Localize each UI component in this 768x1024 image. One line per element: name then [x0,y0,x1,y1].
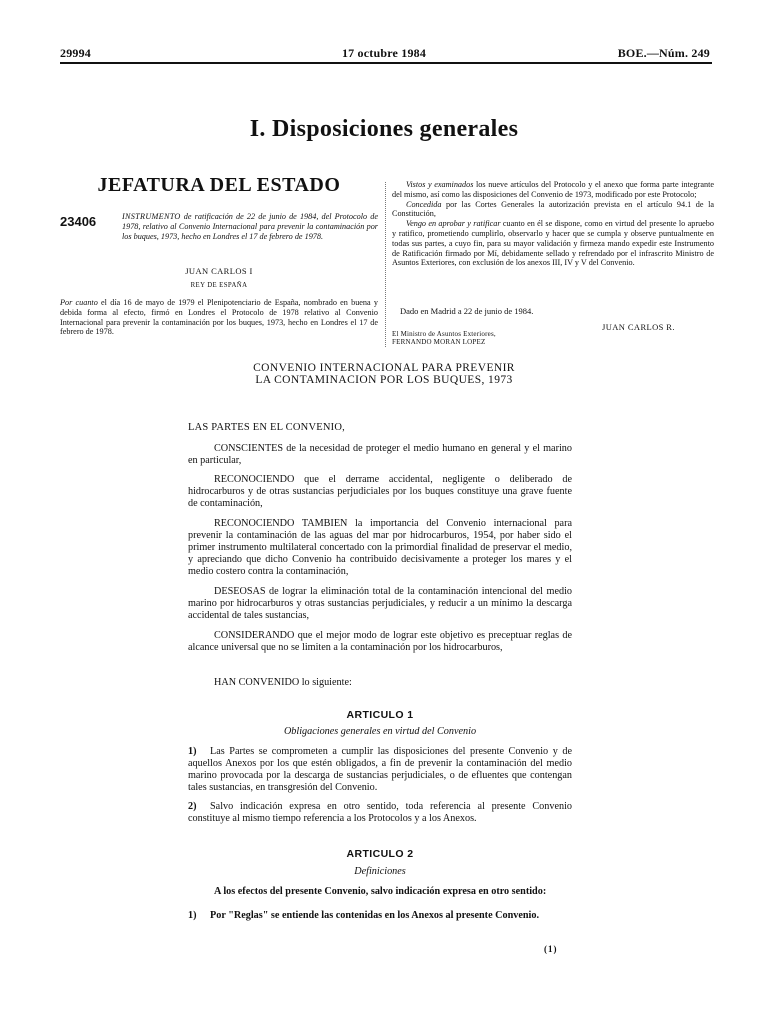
instrument-text: de ratificación de 22 de junio de 1984, del Protocolo de 1978, relativo al Convenio Internacional para prevenir la contaminación por los buques, 1973, hecho en Londres el 17 de febrero de 1978. [122,212,378,241]
vistos-text: los nueve artículos del Protocolo y el anexo que forma parte integrante del mismo, así como las disposiciones del Convenio de 1973, modificado por este Protocolo; [392,180,714,199]
vistos-paragraph [392,180,714,200]
preamble-paragraph-1 [188,443,572,467]
header-rule [60,62,712,64]
preamble-paragraph-6 [188,677,572,689]
issue-date: 17 octubre 1984 [341,46,427,60]
vistos-lead: Vistos y examinados [406,180,474,189]
preamble-text-3: RECONOCIENDO TAMBIEN la importancia del Convenio internacional para prevenir la contaminación de las aguas del mar por hidrocarburos, 1954, por haber sido el primer instrumento multilateral concertado con la primordial finalidad de preservar el medio, y apreciando que dicho Convenio ha contribuido decisivamente a proteger los mares y el medio costero contra la contaminación, [188,518,572,577]
article-2-p1-number: 1) [188,910,197,921]
preamble-text-4: DESEOSAS de lograr la eliminación total de la contaminación intencional del medio marino por hidrocarburos y otras sustancias perjudiciales, y reducir a un mínimo la descarga accidental de tales sustancias, [188,586,572,621]
minister-role: El Ministro de Asuntos Exteriores, [392,330,496,338]
article-1-p2-number: 2) [188,801,197,812]
por-cuanto-paragraph [60,298,378,337]
preamble-text-1: CONSCIENTES de la necesidad de proteger el medio humano en general y el marino en particular, [188,443,572,466]
document-number: 23406 [60,214,97,229]
vengo-text: cuanto en él se dispone, como en virtud del presente lo apruebo y ratifico, prometiendo cumplirlo, observarlo y hacer que se cumpla y observe puntualmente en todas sus partes, a cuyo fin, para su mayor validación y firmeza mando expedir este Instrumento de Ratificación firmado por Mí, debidamente sellado y refrendado por el infrascrito Ministro de Asuntos Exteriores, con exclusión de los anexos III, IV y V del Convenio. [392,219,714,268]
article-1-p2-text: Salvo indicación expresa en otro sentido, toda referencia al presente Convenio constituye al mismo tiempo referencia a los Protocolos y a los Anexos. [188,801,572,824]
king-title: REY DE ESPAÑA [190,282,248,289]
article-1-subtitle: Obligaciones generales en virtud del Convenio [283,726,477,737]
article-2-subtitle: Definiciones [354,866,406,877]
preamble-text-2: RECONOCIENDO que el derrame accidental, negligente o deliberado de hidrocarburos y de otras sustancias perjudiciales por los buques constituye una grave fuente de contaminación, [188,474,572,509]
article-1-paragraph-1 [188,746,572,794]
minister-block [392,330,496,346]
preamble-text-6: HAN CONVENIDO lo siguiente: [214,677,352,688]
publication-number: BOE.—Núm. 249 [617,46,710,60]
convention-title-line2: LA CONTAMINACION POR LOS BUQUES, 1973 [255,374,513,386]
concedida-text: por las Cortes Generales la autorización prevista en el artículo 94.1 de la Constitución, [392,199,714,219]
vengo-paragraph [392,219,714,268]
preamble-paragraph-4 [188,586,572,622]
article-1-paragraph-2 [188,801,572,825]
footer-mark: (1) [544,944,558,954]
concedida-lead: Concedida [406,199,442,209]
preamble-paragraph-2 [188,474,572,510]
jefatura-heading: JEFATURA DEL ESTADO [97,174,341,196]
article-1-p1-text: Las Partes se comprometen a cumplir las disposiciones del presente Convenio y de aquellos Anexos por los que estén obligados, a fin de prevenir la contaminación del medio marino provocada por la descarga de sustancias perjudiciales, o de efluentes que contengan tales sustancias, en transgresión del Convenio. [188,746,572,793]
king-signature: JUAN CARLOS R. [602,322,675,332]
article-2-intro-text: A los efectos del presente Convenio, salvo indicación expresa en otro sentido: [214,886,547,897]
column-divider [385,182,386,347]
parties-heading: LAS PARTES EN EL CONVENIO, [188,422,345,433]
article-2-paragraph-1 [188,910,572,922]
page-number: 29994 [60,46,91,60]
king-name: JUAN CARLOS I [185,266,253,276]
por-cuanto-text: el día 16 de mayo de 1979 el Plenipotenciario de España, nombrado en buena y debida forma al efecto, firmó en Londres el Protocolo de 1978 relativo al Convenio Internacional para prevenir la contaminación por los buques, 1973, hecho en Londres el 17 de febrero de 1978. [60,298,378,337]
convention-title [0,362,768,386]
article-2-intro [188,886,572,898]
vengo-lead: Vengo en aprobar y ratificar [406,219,501,229]
preamble-text-5: CONSIDERANDO que el mejor modo de lograr este objetivo es preceptuar reglas de alcance universal que no se limiten a la contaminación por los hidrocarburos, [188,630,572,653]
dado-en-madrid: Dado en Madrid a 22 de junio de 1984. [400,306,534,316]
article-1-p1-number: 1) [188,746,197,757]
por-cuanto-lead: Por cuanto [60,298,98,307]
concedida-paragraph [392,200,714,220]
ratification-text [392,180,714,268]
article-1-title: ARTICULO 1 [346,709,414,721]
article-2-title: ARTICULO 2 [346,848,414,860]
minister-name: FERNANDO MORAN LOPEZ [392,338,486,346]
section-title: I. Disposiciones generales [249,116,519,142]
preamble-paragraph-3 [188,518,572,578]
instrument-lead: INSTRUMENTO [122,212,181,221]
article-2-p1-text: Por "Reglas" se entiende las contenidas en los Anexos al presente Convenio. [210,910,540,921]
preamble-paragraph-5 [188,630,572,654]
instrument-summary [122,212,378,241]
convention-title-line1: CONVENIO INTERNACIONAL PARA PREVENIR [253,362,515,374]
